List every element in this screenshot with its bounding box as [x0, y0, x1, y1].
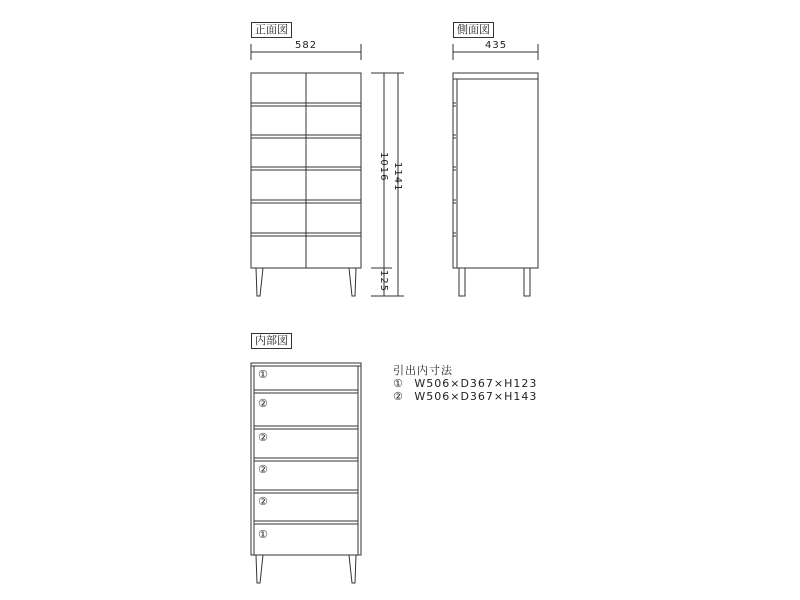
inner-view-label: 内部図: [251, 333, 292, 349]
front-view-label: 正面図: [251, 22, 292, 38]
front-leg-right: [349, 268, 356, 296]
side-body-outline: [453, 73, 538, 268]
side-depth-dimension: 435: [485, 40, 508, 51]
front-leg-left: [256, 268, 263, 296]
inner-body-outline: [251, 363, 361, 555]
body-height-dimension: 1016: [378, 152, 389, 182]
front-width-dimension: 582: [295, 40, 318, 51]
side-view: [453, 44, 538, 296]
drawer-spec-text: W506×D367×H123: [414, 377, 538, 390]
drawer-spec-item: [393, 390, 537, 403]
drawer-marker: ②: [258, 463, 268, 476]
drawer-marker: ①: [258, 528, 268, 541]
side-leg-back: [524, 268, 530, 296]
inner-leg-left: [256, 555, 263, 583]
drawer-spec-text: W506×D367×H143: [414, 390, 538, 403]
drawer-spec-marker: ①: [393, 377, 404, 390]
total-height-dimension: 1141: [392, 162, 403, 192]
drawer-spec-item: [393, 377, 537, 390]
drawer-spec-title: 引出内寸法: [393, 364, 453, 377]
side-leg-front: [459, 268, 465, 296]
drawer-marker: ①: [258, 368, 268, 381]
leg-height-dimension: 125: [378, 270, 389, 293]
drawer-spec-marker: ②: [393, 390, 404, 403]
side-view-label: 側面図: [453, 22, 494, 38]
inner-leg-right: [349, 555, 356, 583]
drawer-marker: ②: [258, 431, 268, 444]
drawer-marker: ②: [258, 495, 268, 508]
drawer-marker: ②: [258, 397, 268, 410]
inner-drawer-boxes: [254, 390, 358, 524]
